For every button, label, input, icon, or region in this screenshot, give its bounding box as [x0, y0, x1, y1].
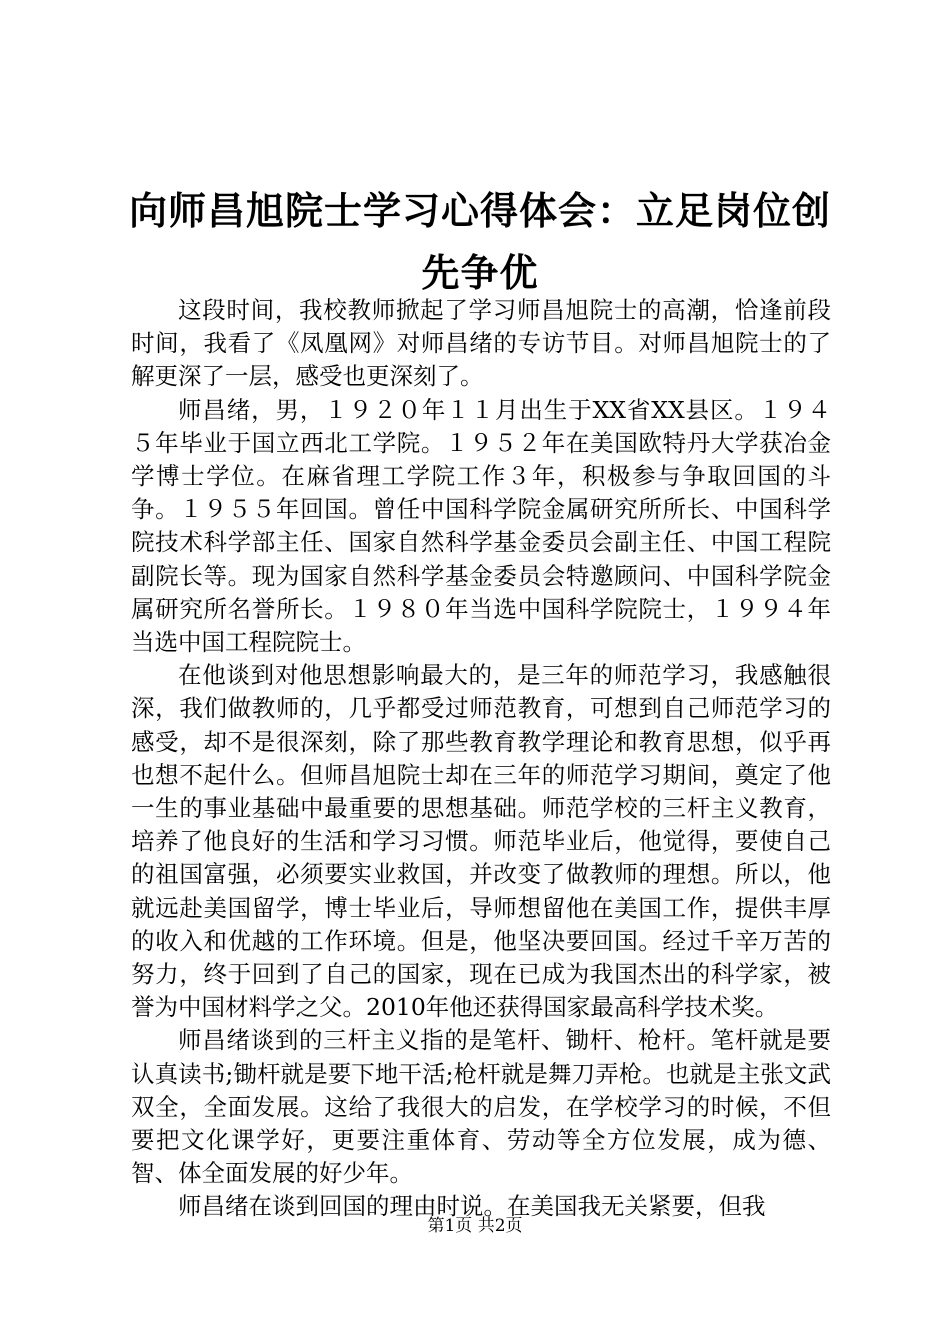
paragraph: 师昌绪在谈到回国的理由时说。在美国我无关紧要，但我 — [178, 1192, 766, 1221]
paragraph: 在他谈到对他思想影响最大的，是三年的师范学习，我感触很深，我们做教师的，几乎都受过师范教育，可想到自己师范学习的感受，却不是很深刻，除了那些教育教学理论和教育思想，似乎再也想不起什么。但师昌旭院士却在三年的师范学习期间，奠定了他一生的事业基础中最重要的思想基础。师范学校的三杆主义教育，培养了他良好的生活和学习习惯。师范毕业后，他觉得，要使自己的祖国富强，必须要实业救国，并改变了做教师的理想。所以，他就远赴美国留学，博士毕业后，导师想留他在美国工作，提供丰厚的收入和优越的工作环境。但是，他坚决要回国。经过千辛万苦的努力，终于回到了自己的国家，现在已成为我国杰出的科学家，被誉为中国材料学之父。2010年他还获得国家最高科学技术奖。 — [131, 661, 831, 1022]
page-number-footer: 第1页 共2页 — [427, 1216, 523, 1236]
document-title: 向师昌旭院士学习心得体会：立足岗位创先争优 — [128, 188, 831, 295]
paragraph: 师昌绪，男，１９２０年１１月出生于XX省XX县区。１９４５年毕业于国立西北工学院。１９５２年在美国欧特丹大学获冶金学博士学位。在麻省理工学院工作３年，积极参与争取回国的斗争。１９５５年回国。曾任中国科学院金属研究所所长、中国科学院技术科学部主任、国家自然科学基金委员会副主任、中国工程院副院长等。现为国家自然科学基金委员会特邀顾问、中国科学院金属研究所名誉所长。１９８０年当选中国科学院院士，１９９４年当选中国工程院院士。 — [131, 395, 831, 657]
paragraph: 这段时间，我校教师掀起了学习师昌旭院士的高潮，恰逢前段时间，我看了《凤凰网》对师昌绪的专访节目。对师昌旭院士的了解更深了一层，感受也更深刻了。 — [131, 296, 831, 391]
paragraph: 师昌绪谈到的三杆主义指的是笔杆、锄杆、枪杆。笔杆就是要认真读书;锄杆就是要下地干活;枪杆就是舞刀弄枪。也就是主张文武双全，全面发展。这给了我很大的启发，在学校学习的时候，不但要把文化课学好，更要注重体育、劳动等全方位发展，成为德、智、体全面发展的好少年。 — [131, 1026, 831, 1188]
document-body — [131, 294, 831, 1224]
